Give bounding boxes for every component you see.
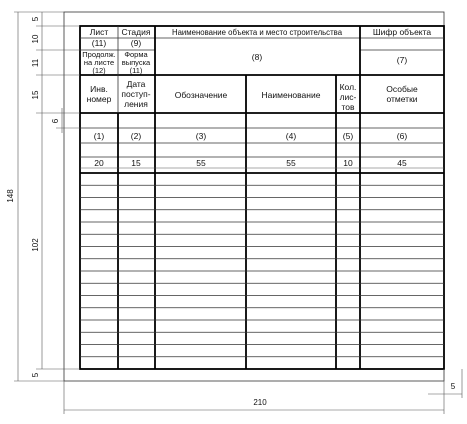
col-sheets-l1: Кол. bbox=[339, 82, 357, 92]
col-width-4: 55 bbox=[286, 158, 296, 168]
col-sheets-l2: лис- bbox=[339, 92, 357, 102]
col-num-4: (4) bbox=[285, 131, 297, 141]
cell-list: Лист bbox=[89, 27, 109, 37]
dim-total-width: 210 bbox=[253, 398, 267, 407]
col-notes-l1: Особые bbox=[386, 84, 418, 94]
dim-row1: 10 bbox=[31, 34, 40, 44]
col-inv-l2: номер bbox=[86, 94, 112, 104]
dim-top-margin: 5 bbox=[31, 16, 40, 22]
dim-row2: 11 bbox=[31, 58, 40, 68]
col-notes-l2: отметки bbox=[386, 94, 418, 104]
cell-continue-l1: Продолж. bbox=[82, 50, 116, 59]
cell-object-num: (8) bbox=[251, 52, 263, 62]
col-name: Наименование bbox=[261, 90, 321, 100]
dim-bottom-margin: 5 bbox=[31, 372, 40, 378]
dim-body: 102 bbox=[31, 238, 40, 252]
col-sheets-l3: тов bbox=[341, 102, 355, 112]
col-width-6: 45 bbox=[397, 158, 407, 168]
body-rows bbox=[80, 185, 444, 357]
col-date-l2: поступ- bbox=[121, 89, 151, 99]
col-num-6: (6) bbox=[396, 131, 408, 141]
col-num-1: (1) bbox=[93, 131, 105, 141]
cell-form-l1: Форма bbox=[124, 50, 148, 59]
col-width-3: 55 bbox=[196, 158, 206, 168]
cell-form-num: (11) bbox=[129, 66, 143, 75]
cell-continue-num: (12) bbox=[92, 66, 106, 75]
col-date-l1: Дата bbox=[126, 79, 146, 89]
cell-list-num: (11) bbox=[91, 38, 107, 48]
cell-stage: Стадия bbox=[121, 27, 151, 37]
col-width-2: 15 bbox=[131, 158, 141, 168]
col-inv-l1: Инв. bbox=[90, 84, 108, 94]
col-date-l3: ления bbox=[124, 99, 148, 109]
col-num-5: (5) bbox=[342, 131, 354, 141]
cell-code-num: (7) bbox=[396, 55, 408, 65]
dim-row-small: 6 bbox=[51, 118, 60, 124]
dim-total-height: 148 bbox=[6, 189, 15, 203]
cell-object-name: Наименование объекта и место строительства bbox=[171, 28, 343, 37]
cell-continue-l2: на листе bbox=[83, 58, 115, 67]
col-designation: Обозначение bbox=[174, 90, 228, 100]
col-width-5: 10 bbox=[343, 158, 353, 168]
cell-form-l2: выпуска bbox=[121, 58, 151, 67]
col-num-2: (2) bbox=[130, 131, 142, 141]
col-width-1: 20 bbox=[94, 158, 104, 168]
dim-row3: 15 bbox=[31, 90, 40, 100]
sheet-outline bbox=[64, 12, 444, 381]
cell-stage-num: (9) bbox=[130, 38, 142, 48]
cell-code: Шифр объекта bbox=[372, 27, 432, 37]
dim-right-margin: 5 bbox=[450, 382, 456, 391]
col-num-3: (3) bbox=[195, 131, 207, 141]
